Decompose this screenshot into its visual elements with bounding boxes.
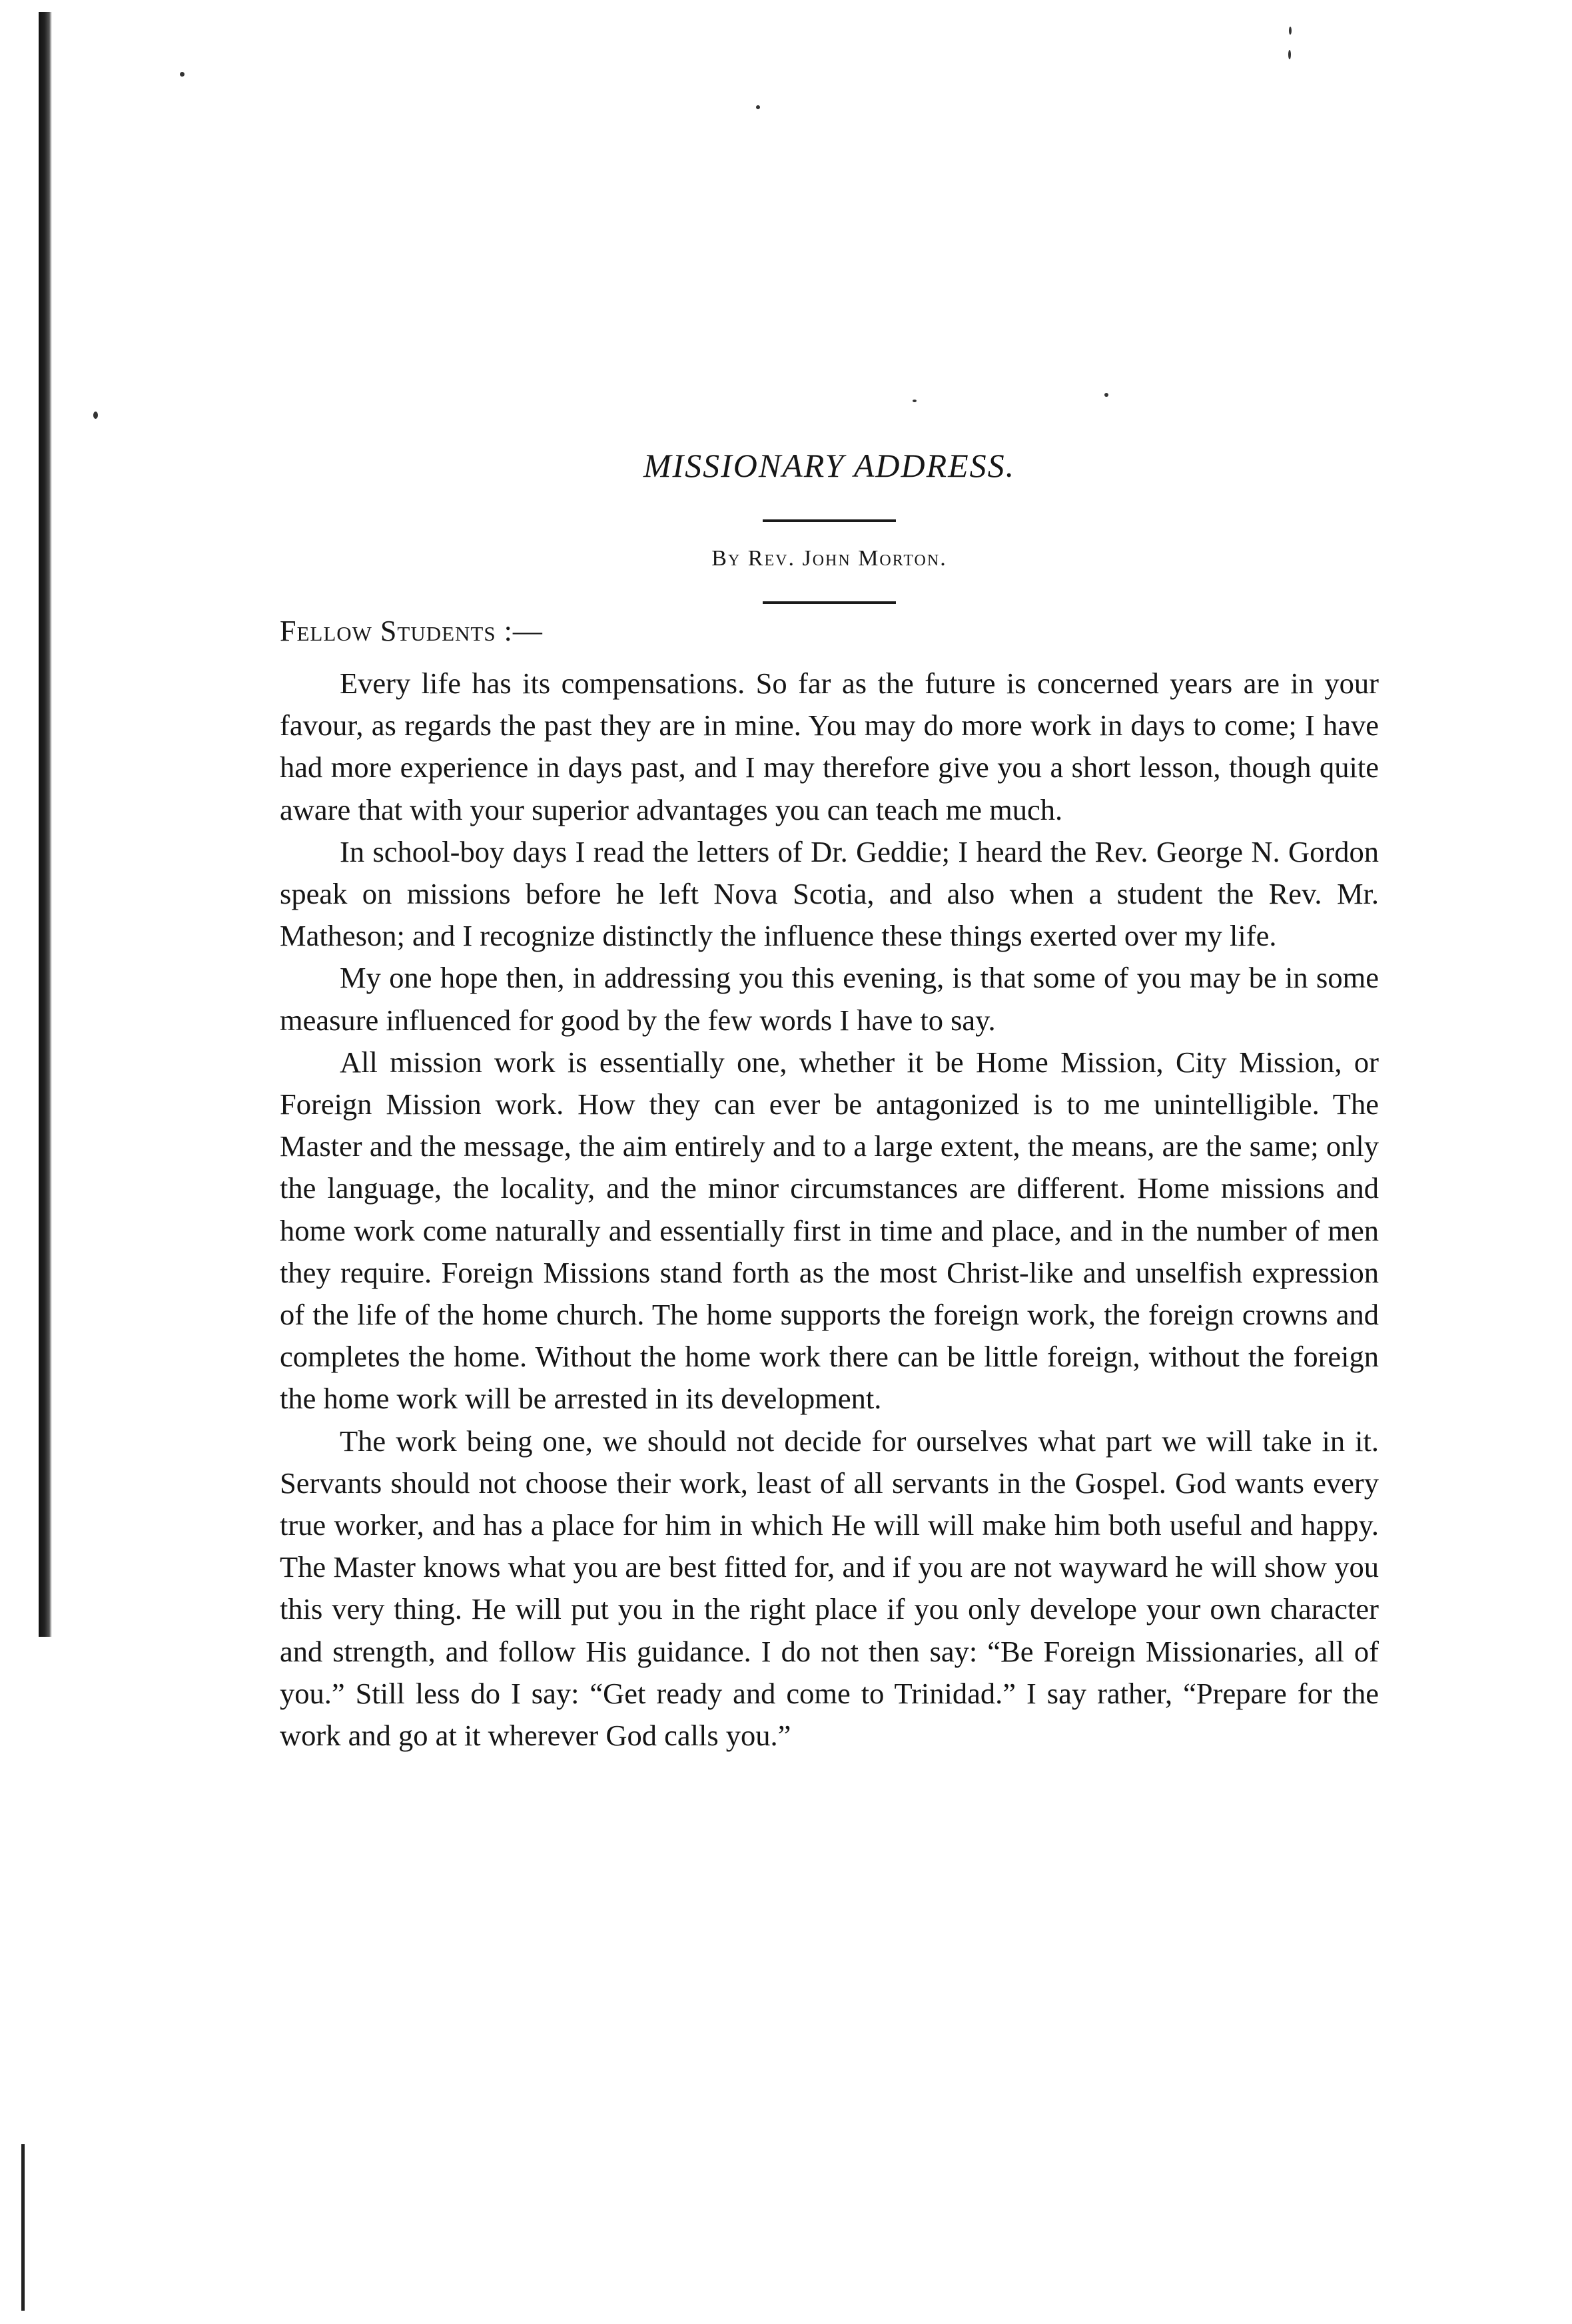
paragraph: All mission work is essentially one, whether it be Home Mission, City Mission, or Foreign Mission work. How they can ever be antagonized is to me unintelligible. The Master and the message, the aim entirely and to a large extent, the means, are the same; only the language, the locality, and the minor circumstances are different. Home missions and home work come naturally and essentially first in time and place, and in the number of men they require. Foreign Missions stand forth as the most Christ-like and unselfish expression of the life of the home church. The home supports the foreign work, the foreign crowns and completes the home. Without the home work there can be little foreign, without the foreign the home work will be arrested in its development. — [280, 1045, 1379, 1416]
body-text — [280, 663, 1379, 1757]
byline-rule — [763, 601, 896, 604]
page-binding-edge — [39, 12, 52, 1637]
page-binding-edge-lower — [21, 2144, 25, 2311]
scan-speck — [180, 72, 185, 77]
paragraph: In school-boy days I read the letters of Dr. Geddie; I heard the Rev. George N. Gordon speak on missions before he left Nova Scotia, and also when a student the Rev. Mr. Matheson; and I recognize distinctly the influence these things exerted over my life. — [280, 834, 1379, 953]
scan-speck — [1288, 50, 1291, 59]
page-title: MISSIONARY ADDRESS. — [643, 447, 1016, 484]
author-byline: By Rev. John Morton. — [711, 546, 947, 571]
scan-speck — [1289, 27, 1292, 35]
title-rule — [763, 519, 896, 522]
scan-speck — [913, 400, 917, 402]
scan-speck — [1104, 393, 1108, 397]
scan-speck — [756, 105, 760, 109]
paragraph: The work being one, we should not decide for ourselves what part we will take in it. Servants should not choose their work, least of all servants in the Gospel. God wants every true worker, and has a place for him in which He will will make him both useful and happy. The Master knows what you are best fitted for, and if you are not wayward he will show you this very thing. He will put you in the right place if you only develope your own character and strength, and follow His guidance. I do not then say: “Be Foreign Missionaries, all of you.” Still less do I say: “Get ready and come to Trinidad.” I say rather, “Prepare for the work and go at it wherever God calls you.” — [280, 1424, 1379, 1753]
paragraph: My one hope then, in addressing you this evening, is that some of you may be in some measure influenced for good by the few words I have to say. — [280, 961, 1379, 1037]
salutation: Fellow Students :— — [280, 615, 543, 647]
scan-speck — [93, 412, 98, 419]
paragraph: Every life has its compensations. So far as the future is concerned years are in your favour, as regards the past they are in mine. You may do more work in days to come; I have had more experience in days past, and I may therefore give you a short lesson, though quite aware that with your superior advantages you can teach me much. — [280, 667, 1379, 826]
